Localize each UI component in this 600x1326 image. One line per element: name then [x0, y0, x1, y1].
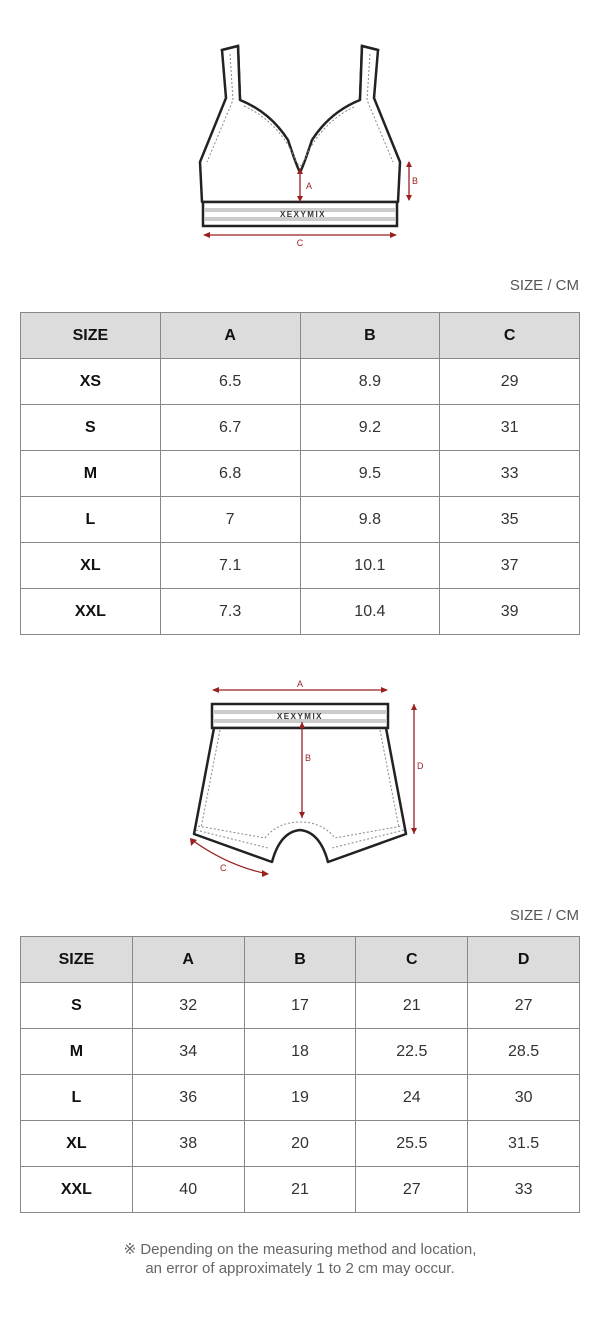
header-cell: B [244, 937, 356, 983]
value-cell: 9.5 [300, 451, 440, 497]
value-cell: 27 [468, 983, 580, 1029]
table-row [21, 983, 580, 1029]
bra-size-table [20, 312, 580, 635]
value-cell: 28.5 [468, 1029, 580, 1075]
value-cell: 25.5 [356, 1121, 468, 1167]
value-cell: 20 [244, 1121, 356, 1167]
header-cell: A [132, 937, 244, 983]
value-cell: 35 [440, 497, 580, 543]
table-row [21, 497, 580, 543]
value-cell: 31 [440, 405, 580, 451]
value-cell: 10.1 [300, 543, 440, 589]
note-line-2: an error of approximately 1 to 2 cm may occur. [145, 1260, 455, 1277]
bra-diagram [0, 40, 600, 255]
value-cell: 7.1 [160, 543, 300, 589]
table-row [21, 451, 580, 497]
bottom-unit-label: SIZE / CM [509, 907, 579, 924]
header-cell: SIZE [21, 313, 161, 359]
size-cell: S [21, 405, 161, 451]
value-cell: 39 [440, 589, 580, 635]
table-row [21, 1167, 580, 1213]
measurement-note [0, 1240, 600, 1278]
shorts-brand-label: XEXYMIX [276, 712, 324, 721]
table-row [21, 543, 580, 589]
table-header-row [21, 313, 580, 359]
header-cell: C [356, 937, 468, 983]
value-cell: 6.7 [160, 405, 300, 451]
bra-brand-label: XEXYMIX [279, 210, 327, 219]
header-cell: C [440, 313, 580, 359]
value-cell: 21 [244, 1167, 356, 1213]
size-cell: XXL [21, 589, 161, 635]
value-cell: 10.4 [300, 589, 440, 635]
table-row [21, 1121, 580, 1167]
shorts-label-c: C [220, 863, 227, 873]
header-cell: D [468, 937, 580, 983]
bra-label-a: A [306, 181, 313, 191]
value-cell: 22.5 [356, 1029, 468, 1075]
size-cell: S [21, 983, 133, 1029]
shorts-label-b: B [305, 753, 312, 763]
value-cell: 36 [132, 1075, 244, 1121]
value-cell: 33 [440, 451, 580, 497]
value-cell: 27 [356, 1167, 468, 1213]
value-cell: 30 [468, 1075, 580, 1121]
value-cell: 32 [132, 983, 244, 1029]
size-cell: M [21, 451, 161, 497]
table-header-row [21, 937, 580, 983]
value-cell: 40 [132, 1167, 244, 1213]
value-cell: 17 [244, 983, 356, 1029]
table-row [21, 1029, 580, 1075]
value-cell: 9.8 [300, 497, 440, 543]
shorts-label-d: D [417, 761, 424, 771]
value-cell: 7 [160, 497, 300, 543]
value-cell: 7.3 [160, 589, 300, 635]
top-unit-label: SIZE / CM [509, 277, 579, 294]
value-cell: 6.5 [160, 359, 300, 405]
value-cell: 37 [440, 543, 580, 589]
table-row [21, 1075, 580, 1121]
header-cell: SIZE [21, 937, 133, 983]
table-row [21, 405, 580, 451]
size-cell: L [21, 1075, 133, 1121]
bra-label-c: C [296, 238, 304, 248]
shorts-illustration [0, 672, 600, 882]
size-cell: L [21, 497, 161, 543]
header-cell: A [160, 313, 300, 359]
value-cell: 19 [244, 1075, 356, 1121]
note-line-1: ※ Depending on the measuring method and location, [123, 1241, 477, 1258]
size-cell: XS [21, 359, 161, 405]
header-cell: B [300, 313, 440, 359]
value-cell: 31.5 [468, 1121, 580, 1167]
shorts-diagram [0, 672, 600, 882]
size-cell: M [21, 1029, 133, 1075]
value-cell: 6.8 [160, 451, 300, 497]
value-cell: 29 [440, 359, 580, 405]
value-cell: 38 [132, 1121, 244, 1167]
value-cell: 24 [356, 1075, 468, 1121]
value-cell: 21 [356, 983, 468, 1029]
value-cell: 18 [244, 1029, 356, 1075]
bra-illustration [0, 40, 600, 255]
value-cell: 8.9 [300, 359, 440, 405]
shorts-size-table [20, 936, 580, 1213]
bra-label-b: B [412, 176, 419, 186]
table-row [21, 589, 580, 635]
shorts-label-a: A [296, 679, 304, 689]
size-cell: XL [21, 1121, 133, 1167]
size-cell: XL [21, 543, 161, 589]
table-row [21, 359, 580, 405]
value-cell: 34 [132, 1029, 244, 1075]
value-cell: 9.2 [300, 405, 440, 451]
size-cell: XXL [21, 1167, 133, 1213]
value-cell: 33 [468, 1167, 580, 1213]
